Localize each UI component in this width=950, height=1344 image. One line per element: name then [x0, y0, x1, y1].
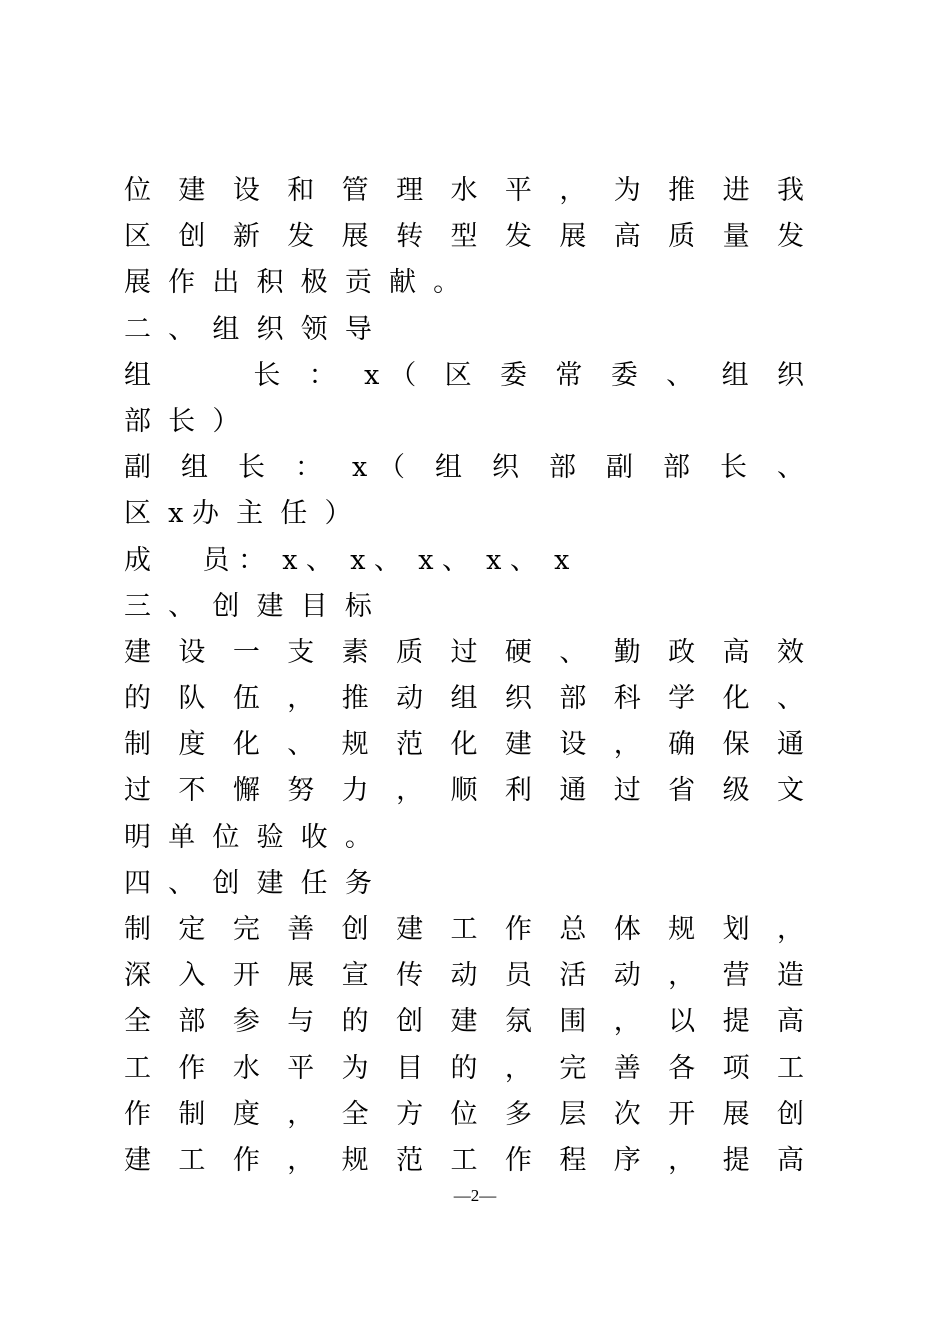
text-line-17: 制 定 完 善 创 建 工 作 总 体 规 划 ， [124, 914, 804, 945]
text-line-6: 部 长 ） [124, 405, 240, 437]
text-line-11: 建 设 一 支 素 质 过 硬 、 勤 政 高 效 [124, 636, 804, 668]
text-line-15: 明 单 位 验 收 。 [124, 821, 372, 853]
text-line-13: 制 度 化 、 规 范 化 建 设 ， 确 保 通 [124, 729, 804, 761]
text-line-2: 区 创 新 发 展 转 型 发 展 高 质 量 发 [124, 221, 804, 253]
text-line-22: 建 工 作 ， 规 范 工 作 程 序 ， 提 高 [124, 1144, 804, 1176]
text-line-14: 过 不 懈 努 力 ， 顺 利 通 过 省 级 文 [124, 775, 804, 807]
page-number: —2— [453, 1186, 497, 1205]
text-line-9: 成 员 ： x 、 x 、 x 、 x 、 x [124, 544, 570, 576]
text-line-7: 副 组 长 ： x（ 组 织 部 副 部 长 、 [124, 452, 804, 484]
section-heading-4: 四 、 创 建 任 务 [124, 867, 372, 899]
text-line-5: 组 长 ： x（ 区 委 常 委 、 组 织 [124, 359, 804, 391]
text-line-1: 位 建 设 和 管 理 水 平 ， 为 推 进 我 [124, 175, 804, 206]
text-line-3: 展 作 出 积 极 贡 献 。 [124, 267, 461, 299]
body-text [124, 168, 804, 1184]
text-line-21: 作 制 度 ， 全 方 位 多 层 次 开 展 创 [124, 1098, 804, 1130]
section-heading-3: 三 、 创 建 目 标 [124, 590, 372, 622]
text-line-20: 工 作 水 平 为 目 的 ， 完 善 各 项 工 [124, 1052, 804, 1084]
section-heading-2: 二 、 组 织 领 导 [124, 313, 372, 345]
text-line-19: 全 部 参 与 的 创 建 氛 围 ， 以 提 高 [124, 1006, 804, 1038]
text-line-8: 区 x 办 主 任 ） [124, 498, 352, 530]
text-line-18: 深 入 开 展 宣 传 动 员 活 动 ， 营 造 [124, 960, 804, 992]
text-line-12: 的 队 伍 ， 推 动 组 织 部 科 学 化 、 [124, 683, 804, 715]
